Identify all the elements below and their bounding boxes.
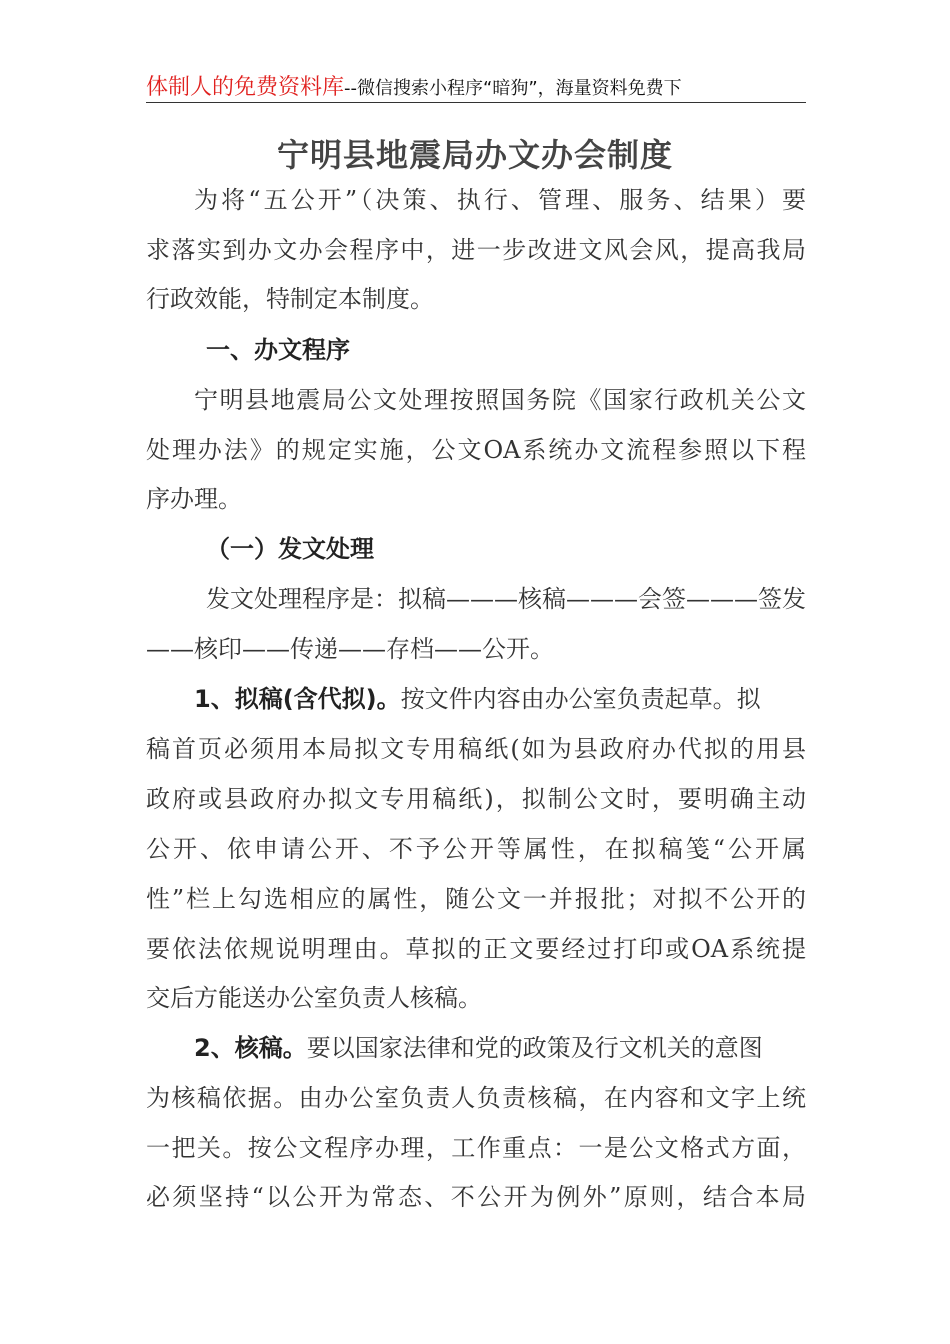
paragraph-line: 求落实到办文办会程序中，进一步改进文风会风，提高我局 — [146, 236, 806, 264]
page-header — [146, 70, 806, 103]
paragraph-line: 宁明县地震局公文处理按照国务院《国家行政机关公文 — [194, 386, 806, 414]
item-1-text: 按文件内容由办公室负责起草。拟 — [400, 685, 761, 713]
paragraph-line: 行政效能，特制定本制度。 — [146, 285, 434, 313]
document-title: 宁明县地震局办文办会制度 — [276, 136, 673, 174]
paragraph-line: 性”栏上勾选相应的属性，随公文一并报批；对拟不公开的 — [146, 885, 806, 913]
paragraph-line: 一把关。按公文程序办理，工作重点：一是公文格式方面， — [146, 1134, 806, 1162]
paragraph-line: 序办理。 — [146, 485, 242, 513]
paragraph-line: 稿首页必须用本局拟文专用稿纸(如为县政府办代拟的用县 — [146, 735, 806, 763]
paragraph-line: 必须坚持“以公开为常态、不公开为例外”原则，结合本局 — [146, 1183, 806, 1211]
paragraph-line: 政府或县政府办拟文专用稿纸)，拟制公文时，要明确主动 — [146, 785, 806, 813]
paragraph-line: 交后方能送办公室负责人核稿。 — [146, 984, 482, 1012]
item-1-heading: 1、拟稿(含代拟)。 — [194, 685, 401, 713]
paragraph-line: ——核印——传递——存档——公开。 — [146, 635, 554, 663]
header-tagline: --微信搜索小程序“暗狗”，海量资料免费下 — [344, 78, 682, 99]
subsection-heading: （一）发文处理 — [206, 535, 374, 563]
item-2-heading: 2、核稿。 — [194, 1034, 307, 1062]
item-1-line — [194, 677, 806, 721]
item-2-line — [194, 1026, 806, 1070]
section-heading: 一、办文程序 — [206, 336, 350, 364]
paragraph-line: 发文处理程序是：拟稿———核稿———会签———签发 — [206, 585, 806, 613]
paragraph-line: 为将“五公开”（决策、执行、管理、服务、结果）要 — [194, 186, 806, 214]
paragraph-line: 为核稿依据。由办公室负责人负责核稿，在内容和文字上统 — [146, 1084, 806, 1112]
header-brand: 体制人的免费资料库 — [146, 75, 345, 100]
item-2-text: 要以国家法律和党的政策及行文机关的意图 — [306, 1034, 763, 1062]
paragraph-line: 处理办法》的规定实施，公文OA系统办文流程参照以下程 — [146, 436, 806, 464]
paragraph-line: 公开、依申请公开、不予公开等属性，在拟稿笺“公开属 — [146, 835, 806, 863]
paragraph-line: 要依法依规说明理由。草拟的正文要经过打印或OA系统提 — [146, 935, 806, 963]
